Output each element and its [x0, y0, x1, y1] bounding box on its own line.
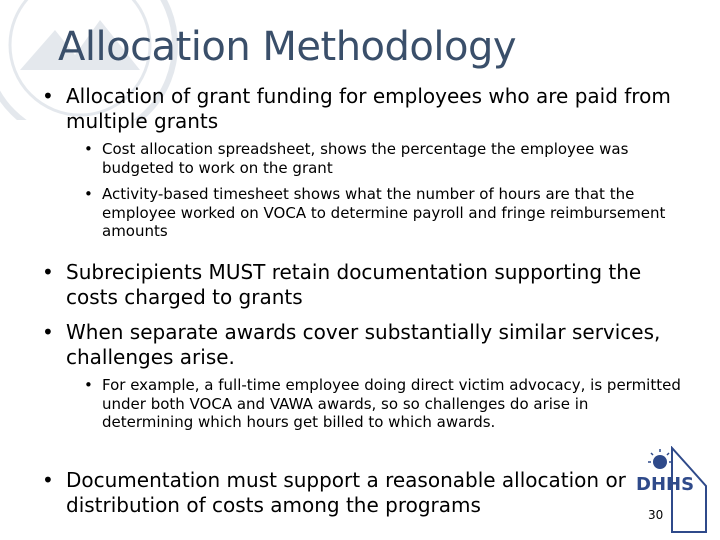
page-number: 30: [648, 508, 664, 522]
bullet-documentation-retention: • Subrecipients MUST retain documentation supporting the costs charged to grants: [42, 260, 676, 310]
sub-bullet-cost-allocation: • Cost allocation spreadsheet, shows the percentage the employee was budgeted to work on the grant: [84, 140, 682, 177]
bullet-allocation: • Allocation of grant funding for employees who are paid from multiple grants: [42, 84, 676, 134]
bullet-separate-awards: • When separate awards cover substantially similar services, challenges arise.: [42, 320, 676, 370]
dhhs-logo: [632, 446, 708, 534]
sub-bullet-example: • For example, a full-time employee doing direct victim advocacy, is permitted under both VOCA and VAWA awards, so so challenges do arise in determining which hours get billed to which awards.: [84, 376, 682, 432]
svg-text:DHHS: DHHS: [636, 474, 695, 495]
slide-title: Allocation Methodology: [58, 24, 517, 70]
sub-bullet-timesheet: • Activity-based timesheet shows what the number of hours are that the employee worked on VOCA to determine payroll and fringe reimbursement amounts: [84, 185, 682, 241]
bullet-documentation-support: • Documentation must support a reasonable allocation or distribution of costs among the programs: [42, 468, 676, 518]
